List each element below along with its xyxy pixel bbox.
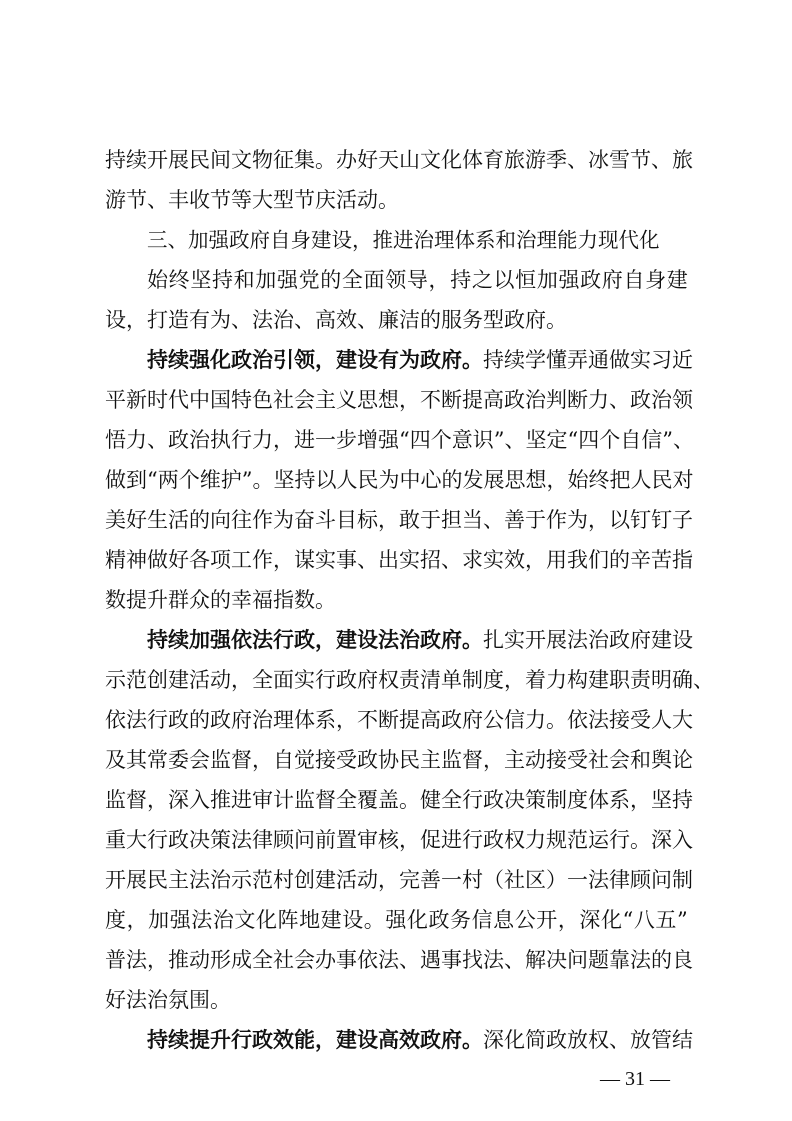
paragraph-lead-line: 持 续 加 强 依 法 行 政 ， 建 设 法 治 政 府 。 扎 实 开 展 法 治 政 府 建 设 — [147, 627, 693, 652]
page-number: — 31 — — [600, 1068, 670, 1090]
text-line: 做 到 “ 两 个 维 护 ” 。 坚 持 以 人 民 为 中 心 的 发 展 思 想 ， 始 终 把 人 民 对 — [105, 468, 694, 492]
text-line: 持 续 开 展 民 间 文 物 征 集 。 办 好 天 山 文 化 体 育 旅 游 季 、 冰 雪 节 、 旅 — [105, 148, 693, 172]
text-line: 设，打造有为、法治、高效、廉洁的服务型政府。 — [105, 308, 567, 332]
text-line: 依 法 行 政 的 政 府 治 理 体 系 ， 不 断 提 高 政 府 公 信 力 。 依 法 接 受 人 大 — [105, 708, 693, 732]
text-line: 度 ， 加 强 法 治 文 化 阵 地 建 设 。 强 化 政 务 信 息 公 开 ， 深 化 “ 八 五 ” — [105, 908, 688, 932]
text-line: 及 其 常 委 会 监 督 ， 自 觉 接 受 政 协 民 主 监 督 ， 主 动 接 受 社 会 和 舆 论 — [105, 748, 693, 772]
text-line: 平 新 时 代 中 国 特 色 社 会 主 义 思 想 ， 不 断 提 高 政 治 判 断 力 、 政 治 领 — [105, 388, 693, 412]
text-line: 数提升群众的幸福指数。 — [105, 588, 336, 612]
text-line: 美 好 生 活 的 向 往 作 为 奋 斗 目 标 ， 敢 于 担 当 、 善 于 作 为 ， 以 钉 钉 子 — [105, 508, 693, 532]
text-line: 示 范 创 建 活 动 ， 全 面 实 行 政 府 权 责 清 单 制 度 ， 着 力 构 建 职 责 明 确 、 — [105, 668, 714, 692]
paragraph-lead-line: 持 续 强 化 政 治 引 领 ， 建 设 有 为 政 府 。 持 续 学 懂 弄 通 做 实 习 近 — [147, 347, 693, 372]
paragraph-lead-line: 持 续 提 升 行 政 效 能 ， 建 设 高 效 政 府 。 深 化 简 政 放 权 、 放 管 结 — [147, 1027, 693, 1052]
section-heading: 三、加强政府自身建设，推进治理体系和治理能力现代化 — [147, 228, 660, 252]
text-line: 始 终 坚 持 和 加 强 党 的 全 面 领 导 ， 持 之 以 恒 加 强 政 府 自 身 建 — [147, 268, 688, 292]
text-line: 精 神 做 好 各 项 工 作 ， 谋 实 事 、 出 实 招 、 求 实 效 ， 用 我 们 的 辛 苦 指 — [105, 548, 693, 572]
text-line: 好法治氛围。 — [105, 988, 231, 1012]
text-line: 悟 力 、 政 治 执 行 力 ， 进 一 步 增 强 “ 四 个 意 识 ” 、 坚 定 “ 四 个 自 信 ” 、 — [105, 428, 694, 452]
text-line: 普 法 ， 推 动 形 成 全 社 会 办 事 依 法 、 遇 事 找 法 、 解 决 问 题 靠 法 的 良 — [105, 948, 693, 972]
text-line: 重 大 行 政 决 策 法 律 顾 问 前 置 审 核 ， 促 进 行 政 权 力 规 范 运 行 。 深 入 — [105, 828, 693, 852]
text-line: 游节、丰收节等大型节庆活动。 — [105, 188, 399, 212]
text-line: 监 督 ， 深 入 推 进 审 计 监 督 全 覆 盖 。 健 全 行 政 决 策 制 度 体 系 ， 坚 持 — [105, 788, 693, 812]
text-line: 开 展 民 主 法 治 示 范 村 创 建 活 动 ， 完 善 一 村 （ 社 区 ） 一 法 律 顾 问 制 — [105, 868, 693, 892]
